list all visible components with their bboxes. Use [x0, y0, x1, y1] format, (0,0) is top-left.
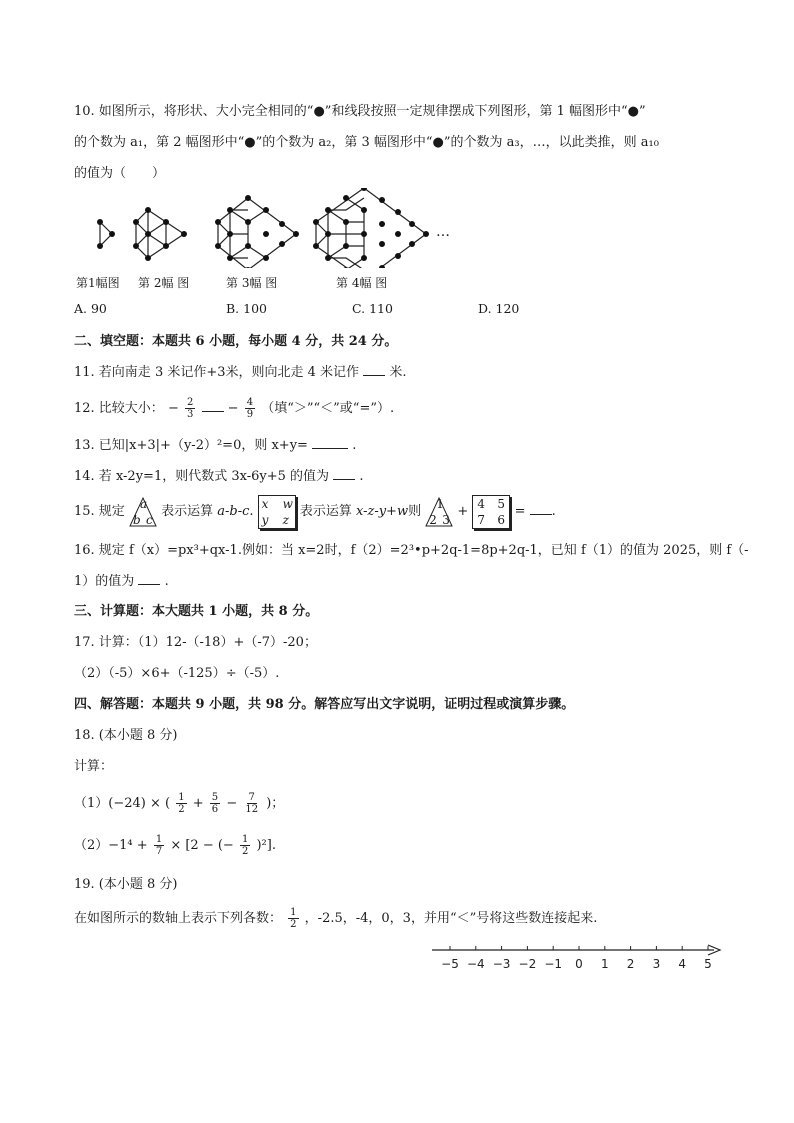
q19-frac-num: 1	[290, 907, 297, 918]
sq-letter-y: y	[261, 512, 269, 527]
q10-line2: 的个数为 a₁，第 2 幅图形中“●”的个数为 a₂，第 3 幅图形中“●”的个数为 a₃，…，以此类推，则 a₁₀	[74, 135, 659, 150]
q18-p1-lead: （1）(−24) × (	[74, 796, 171, 811]
q18-p1-frac2	[210, 792, 220, 815]
q15-text2: 表示运算	[299, 504, 352, 519]
q18-p1-op1: +	[192, 796, 204, 811]
q15-equals: =	[514, 504, 526, 519]
number-line	[428, 940, 724, 974]
option-b: B. 100	[226, 301, 267, 316]
sq-num-4: 4	[477, 496, 486, 511]
q12	[74, 394, 394, 424]
q19-text	[74, 902, 597, 936]
q15-square-xwyz	[258, 495, 296, 529]
q15-expr1: a-b-c	[217, 504, 250, 519]
q18-p2-f1-den: 7	[155, 846, 163, 857]
number-line-tick-label: 2	[626, 957, 635, 971]
tri-letter-a: a	[139, 496, 148, 511]
section-4-heading: 四、解答题：本题共 9 小题，共 98 分。解答应写出文字说明，证明过程或演算步骤。	[74, 697, 575, 712]
q12-frac2-num: 4	[246, 397, 254, 408]
q15	[74, 492, 556, 532]
q19-text-b: ，-2.5，-4，0，3，并用“＜”号将这些数连接起来.	[304, 911, 598, 926]
q18-p1-f3-den: 12	[245, 804, 259, 815]
q12-fraction-2	[245, 397, 255, 420]
q14-answer-blank	[333, 479, 355, 480]
sq-num-6: 6	[497, 512, 506, 527]
q17-line1: 17. 计算：（1）12-（-18）+（-7）-20；	[74, 635, 317, 650]
q11	[74, 363, 406, 383]
sq-num-7: 7	[477, 512, 486, 527]
q12-frac2-sign: −	[227, 401, 239, 416]
q18-p2-frac1	[154, 834, 164, 857]
q19-text-a: 在如图所示的数轴上表示下列各数：	[74, 911, 283, 926]
section-3-heading: 三、计算题：本大题共 1 小题，共 8 分。	[74, 604, 319, 619]
q15-label: 15. 规定	[74, 504, 125, 519]
option-d: D. 120	[478, 301, 520, 316]
q17-line2: （2）（-5）×6+（-125）÷（-5）.	[74, 666, 280, 681]
q16-end: .	[164, 574, 169, 589]
q15-triangle-123	[425, 496, 453, 528]
q10-line1: 10. 如图所示，将形状、大小完全相同的“●”和线段按照一定规律摆成下列图形，第 1 幅图形中“●”	[74, 104, 646, 119]
q18-p1-f1-num: 1	[178, 792, 185, 803]
tri-num-3: 3	[442, 512, 450, 527]
q18-p2-f2-num: 1	[241, 834, 249, 845]
q12-frac1-num: 2	[187, 397, 194, 408]
q15-triangle-abc	[129, 496, 157, 528]
q15-text1: 表示运算	[161, 504, 214, 519]
pattern-ellipsis: …	[436, 224, 450, 240]
figure-label-4: 第 4幅 图	[336, 276, 388, 290]
q18-p1-end: )；	[266, 796, 285, 811]
figure-label-2: 第 2幅 图	[138, 276, 190, 290]
q11-text: 11. 若向南走 3 米记作+3米，则向北走 4 米记作	[74, 365, 360, 380]
tri-num-2: 2	[429, 512, 437, 527]
q12-tail: （填“＞”“＜”或“=”）.	[261, 401, 395, 416]
q16-answer-blank	[138, 584, 160, 585]
q19-frac	[288, 907, 298, 930]
q10-dot-pattern-figure	[90, 188, 460, 268]
number-line-tick-label: 0	[575, 957, 583, 971]
q10-line3: 的值为（ ）	[74, 166, 166, 181]
option-a: A. 90	[74, 301, 107, 316]
tri-num-1: 1	[436, 496, 444, 511]
q16-line1: 16. 规定 f（x）=px³+qx-1.例如：当 x=2时，f（2）=2³•p+2q-1=8p+2q-1，已知 f（1）的值为 2025，则 f（-	[74, 543, 749, 558]
number-line-tick-label: 4	[678, 957, 687, 971]
q18-p1-f1-den: 2	[178, 804, 185, 815]
q15-text1b: .	[249, 504, 254, 519]
q13-text: 13. 已知|x+3|+（y-2）²=0，则 x+y=	[74, 438, 308, 453]
q13	[74, 436, 356, 456]
q16-line2	[74, 572, 169, 592]
number-line-tick-label: −4	[466, 957, 485, 971]
q18-p1-frac1	[176, 792, 186, 815]
tri-letter-c: c	[145, 512, 153, 527]
q18-part1	[74, 788, 284, 820]
sq-letter-x: x	[261, 496, 269, 511]
q18-p1-frac3	[243, 792, 260, 815]
q15-square-4576	[472, 495, 510, 529]
q15-plus: +	[457, 504, 469, 519]
q13-end: .	[352, 438, 357, 453]
q11-answer-blank	[363, 375, 385, 376]
sq-letter-z: z	[282, 512, 289, 527]
q15-end: .	[551, 504, 556, 519]
q15-expr2: x-z-y+w	[355, 504, 409, 519]
q15-answer-blank	[530, 514, 552, 515]
q18-title: 18. (本小题 8 分)	[74, 728, 178, 743]
q18-p2-end: )²].	[256, 838, 276, 853]
q12-fraction-1	[185, 397, 195, 420]
figure-label-3: 第 3幅 图	[226, 276, 278, 290]
number-line-tick-label: −2	[518, 957, 537, 971]
number-line-tick-label: 1	[600, 957, 609, 971]
sq-letter-w: w	[282, 496, 293, 511]
number-line-tick-label: −3	[492, 957, 511, 971]
number-line-tick-label: −1	[544, 957, 563, 971]
number-line-tick-label: −5	[441, 957, 459, 971]
q12-frac2-den: 9	[246, 409, 254, 420]
q12-label: 12. 比较大小：	[74, 401, 164, 416]
tri-letter-b: b	[132, 512, 141, 527]
q15-text2b: 则	[408, 504, 422, 519]
q12-answer-blank	[202, 411, 224, 412]
q18-p2-frac2	[240, 834, 250, 857]
sq-num-5: 5	[497, 496, 506, 511]
q18-part2	[74, 830, 276, 862]
q19-title: 19. (本小题 8 分)	[74, 877, 178, 892]
q18-p2-f1-num: 1	[155, 834, 163, 845]
q18-p1-f2-den: 6	[211, 804, 219, 815]
q18-intro: 计算：	[74, 759, 114, 774]
q12-frac1-den: 3	[187, 409, 194, 420]
q18-p1-f2-num: 5	[211, 792, 219, 803]
q13-answer-blank	[312, 448, 348, 449]
q16-text: 1）的值为	[74, 574, 135, 589]
number-line-tick-label: 3	[652, 957, 661, 971]
q14	[74, 467, 363, 487]
q14-end: .	[359, 469, 364, 484]
figure-label-1: 第1幅图	[76, 276, 120, 290]
section-2-heading: 二、填空题：本题共 6 小题，每小题 4 分，共 24 分。	[74, 334, 398, 349]
q18-p1-f3-num: 7	[248, 792, 255, 803]
q18-p2-mid: × [2 − (−	[170, 838, 234, 853]
option-c: C. 110	[352, 301, 393, 316]
q14-text: 14. 若 x-2y=1，则代数式 3x-6y+5 的值为	[74, 469, 330, 484]
q18-p2-f2-den: 2	[241, 846, 249, 857]
q18-p1-op2: −	[226, 796, 238, 811]
q12-frac1-sign: −	[167, 401, 179, 416]
q19-frac-den: 2	[290, 919, 297, 930]
q18-p2-lead: （2）−1⁴ +	[74, 838, 148, 853]
number-line-tick-label: 5	[704, 957, 712, 971]
q11-unit: 米.	[389, 365, 407, 380]
